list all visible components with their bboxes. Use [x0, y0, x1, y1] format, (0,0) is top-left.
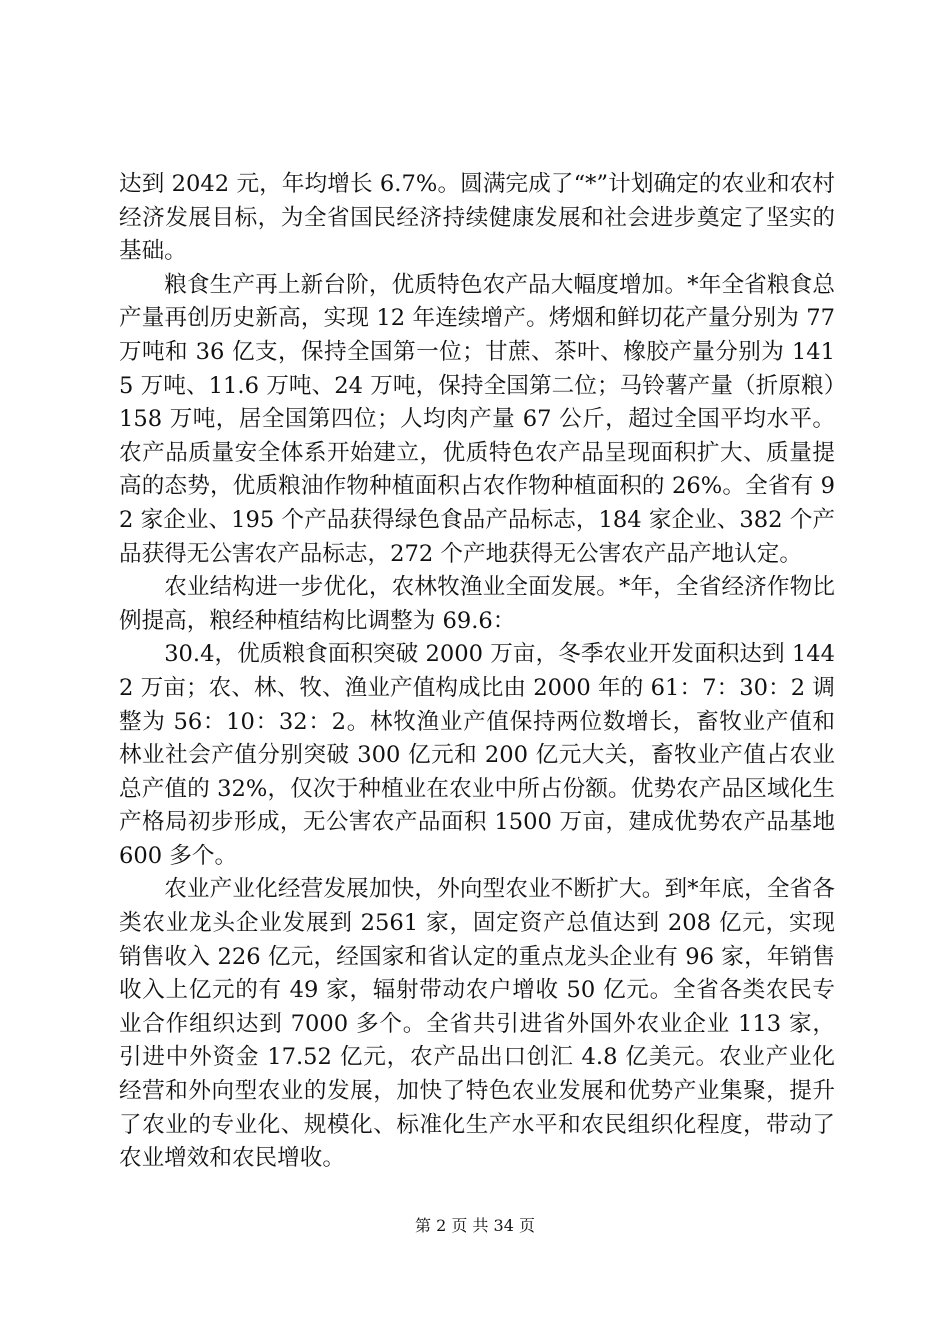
paragraph-3: 农业结构进一步优化，农林牧渔业全面发展。*年，全省经济作物比例提高，粮经种植结构比调整为 69.6：	[119, 574, 835, 634]
page-footer: 第 2 页 共 34 页	[415, 1216, 535, 1235]
paragraph-1: 达到 2042 元，年均增长 6.7%。圆满完成了“*”计划确定的农业和农村经济发展目标，为全省国民经济持续健康发展和社会进步奠定了坚实的基础。	[119, 171, 835, 265]
document-body	[119, 168, 835, 1176]
paragraph-4: 30.4，优质粮食面积突破 2000 万亩，冬季农业开发面积达到 1442 万亩；农、林、牧、渔业产值构成比由 2000 年的 61：7：30：2 调整为 56：10：32：2。林牧渔业产值保持两位数增长，畜牧业产值和林业社会产值分别突破 300 亿元和 200 亿元大关，畜牧业产值占农业总产值的 32%，仅次于种植业在农业中所占份额。优势农产品区域化生产格局初步形成，无公害农产品面积 1500 万亩，建成优势农产品基地 600 多个。	[119, 641, 835, 869]
paragraph-2: 粮食生产再上新台阶，优质特色农产品大幅度增加。*年全省粮食总产量再创历史新高，实现 12 年连续增产。烤烟和鲜切花产量分别为 77 万吨和 36 亿支，保持全国第一位；甘蔗、茶叶、橡胶产量分别为 1415 万吨、11.6 万吨、24 万吨，保持全国第二位；马铃薯产量（折原粮）158 万吨，居全国第四位；人均肉产量 67 公斤，超过全国平均水平。农产品质量安全体系开始建立，优质特色农产品呈现面积扩大、质量提高的态势，优质粮油作物种植面积占农作物种植面积的 26%。全省有 92 家企业、195 个产品获得绿色食品产品标志，184 家企业、382 个产品获得无公害农产品标志，272 个产地获得无公害农产品产地认定。	[119, 271, 835, 567]
paragraph-5: 农业产业化经营发展加快，外向型农业不断扩大。到*年底，全省各类农业龙头企业发展到 2561 家，固定资产总值达到 208 亿元，实现销售收入 226 亿元，经国家和省认定的重点龙头企业有 96 家，年销售收入上亿元的有 49 家，辐射带动农户增收 50 亿元。全省各类农民专业合作组织达到 7000 多个。全省共引进省外国外农业企业 113 家，引进中外资金 17.52 亿元，农产品出口创汇 4.8 亿美元。农业产业化经营和外向型农业的发展，加快了特色农业发展和优势产业集聚，提升了农业的专业化、规模化、标准化生产水平和农民组织化程度，带动了农业增效和农民增收。	[119, 876, 835, 1172]
